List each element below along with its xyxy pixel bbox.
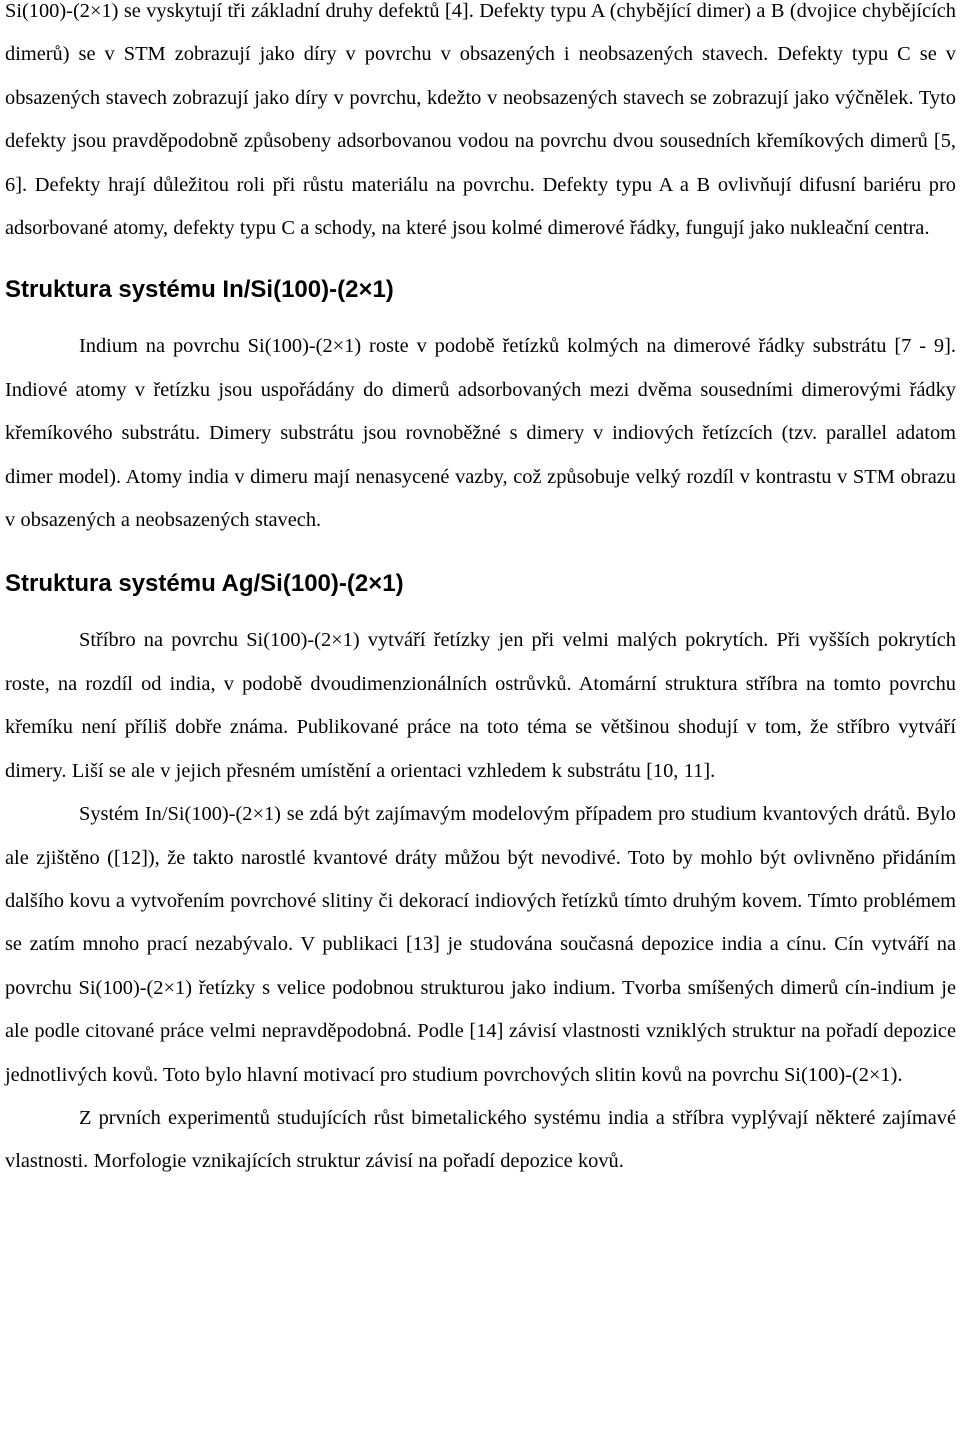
paragraph-defects: Si(100)-(2×1) se vyskytují tři základní druhy defektů [4]. Defekty typu A (chybějící dimer) a B (dvojice chybějících dimerů) se v STM zobrazují jako díry v povrchu v obsazených i neobsazených stavech. Defekty typu C se v obsazených stavech zobrazují jako díry v povrchu, kdežto v neobsazených stavech se zobrazují jako výčnělek. Tyto defekty jsou pravděpodobně způsobeny adsorbovanou vodou na povrchu dvou sousedních křemíkových dimerů [5, 6]. Defekty hrají důležitou roli při růstu materiálu na povrchu. Defekty typu A a B ovlivňují difusní bariéru pro adsorbované atomy, defekty typu C a schody, na které jsou kolmé dimerové řádky, fungují jako nukleační centra.: [5, 0, 956, 240]
section-heading-ag-si: Struktura systému Ag/Si(100)-(2×1): [5, 570, 404, 598]
paragraph-quantum-wires: Systém In/Si(100)-(2×1) se zdá být zajímavým modelovým případem pro studium kvantových drátů. Bylo ale zjištěno ([12]), že takto narostlé kvantové dráty můžou být nevodivé. Toto by mohlo být ovlivněno přidáním dalšího kovu a vytvořením povrchové slitiny či dekorací indiových řetízků tímto druhým kovem. Tímto problémem se zatím mnoho prací nezabývalo. V publikaci [13] je studována současná depozice india a cínu. Cín vytváří na povrchu Si(100)-(2×1) řetízky s velice podobnou strukturou jako indium. Tvorba smíšených dimerů cín-indium je ale podle citované práce velmi nepravděpodobná. Podle [14] závisí vlastnosti vzniklých struktur na pořadí depozice jednotlivých kovů. Toto bylo hlavní motivací pro studium povrchových slitin kovů na povrchu Si(100)-(2×1).: [5, 803, 956, 1086]
paragraph-indium: Indium na povrchu Si(100)-(2×1) roste v podobě řetízků kolmých na dimerové řádky substrátu [7 - 9]. Indiové atomy v řetízku jsou uspořádány do dimerů adsorbovaných mezi dvěma sousedními dimerovými řádky křemíkového substrátu. Dimery substrátu jsou rovnoběžné s dimery v indiových řetízcích (tzv. parallel adatom dimer model). Atomy india v dimeru mají nenasycené vazby, což způsobuje velký rozdíl v kontrastu v STM obrazu v obsazených a neobsazených stavech.: [5, 335, 956, 532]
paragraph-silver: Stříbro na povrchu Si(100)-(2×1) vytváří řetízky jen při velmi malých pokrytích. Při vyšších pokrytích roste, na rozdíl od india, v podobě dvoudimenzionálních ostrůvků. Atomární struktura stříbra na tomto povrchu křemíku není příliš dobře známa. Publikované práce na toto téma se většinou shodují v tom, že stříbro vytváří dimery. Liší se ale v jejich přesném umístění a orientaci vzhledem k substrátu [10, 11].: [5, 629, 956, 782]
section-heading-in-si: Struktura systému In/Si(100)-(2×1): [5, 276, 394, 304]
paragraph-bimetallic: Z prvních experimentů studujících růst bimetalického systému india a stříbra vyplývají některé zajímavé vlastnosti. Morfologie vznikajících struktur závisí na pořadí depozice kovů.: [5, 1106, 956, 1173]
